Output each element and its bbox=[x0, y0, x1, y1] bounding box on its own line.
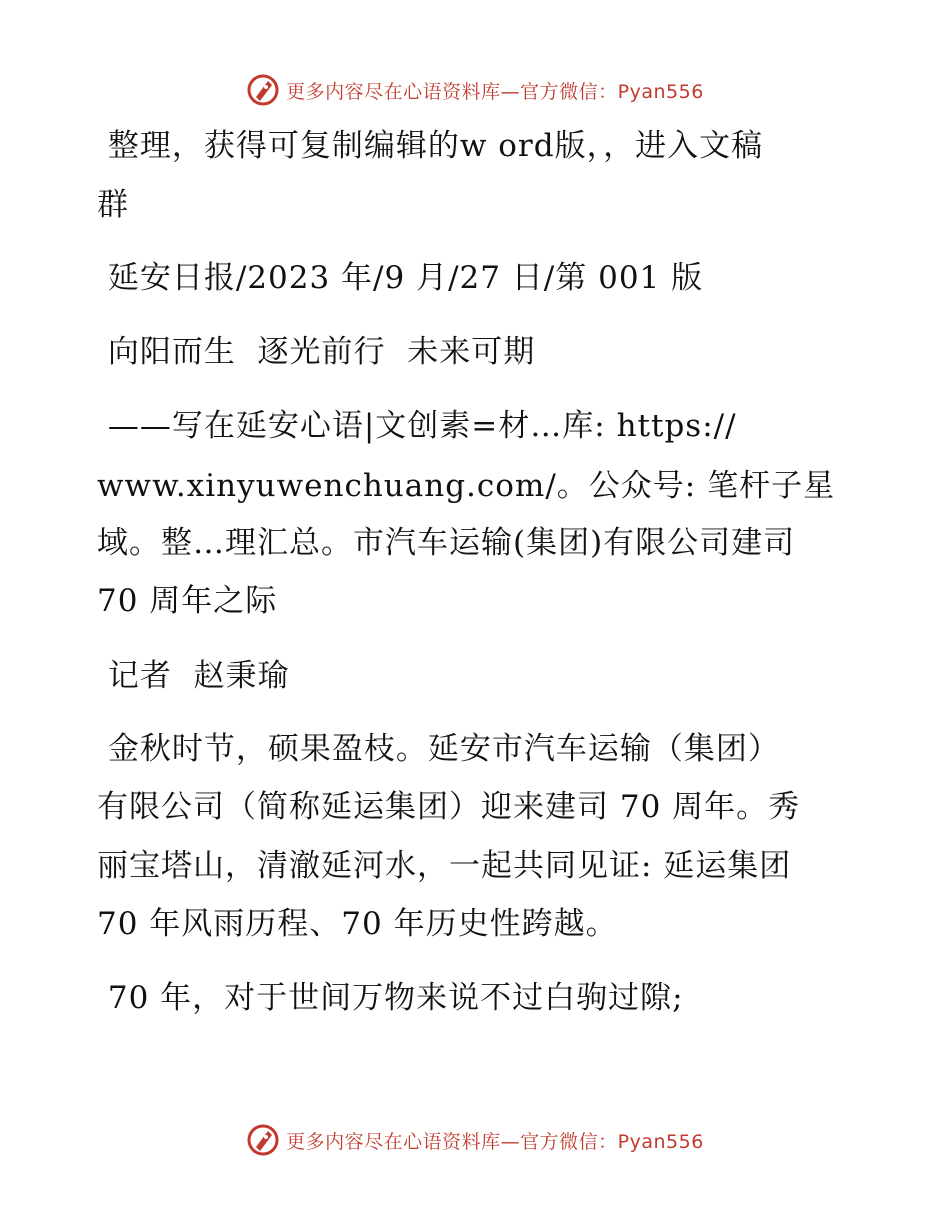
footer-watermark-banner bbox=[0, 1120, 950, 1160]
text-line: 金秋时节，硕果盈枝。延安市汽车运输（集团） bbox=[97, 731, 780, 767]
text-line: 向阳而生 逐光前行 未来可期 bbox=[97, 334, 536, 370]
text-line: 延安日报/2023 年/9 月/27 日/第 001 版 bbox=[97, 260, 704, 296]
text-line: 记者 赵秉瑜 bbox=[97, 658, 290, 694]
text-line: ——写在延安心语|文创素=材…库: https:// bbox=[97, 408, 737, 444]
text-line: 群 bbox=[97, 187, 129, 223]
header-watermark-banner bbox=[0, 70, 950, 110]
pen-nib-logo-icon bbox=[246, 73, 280, 107]
text-line: 整理，获得可复制编辑的w ord版，，进入文稿 bbox=[97, 128, 764, 164]
footer-watermark-text: 更多内容尽在心语资料库—官方微信：Pyan556 bbox=[286, 1130, 704, 1153]
pen-nib-logo-icon bbox=[246, 1123, 280, 1157]
text-line: 70 年，对于世间万物来说不过白驹过隙; bbox=[97, 980, 684, 1016]
text-line: 丽宝塔山，清澈延河水，一起共同见证: 延运集团 bbox=[97, 848, 792, 884]
text-line: 域。整…理汇总。市汽车运输(集团)有限公司建司 bbox=[97, 525, 796, 561]
header-watermark-text: 更多内容尽在心语资料库—官方微信：Pyan556 bbox=[286, 80, 704, 103]
text-line: 有限公司（简称延运集团）迎来建司 70 周年。秀 bbox=[97, 789, 801, 825]
text-line: www.xinyuwenchuang.com/。公众号: 笔杆子星 bbox=[97, 468, 836, 504]
text-line: 70 年风雨历程、70 年历史性跨越。 bbox=[97, 906, 618, 942]
text-line: 70 周年之际 bbox=[97, 583, 278, 619]
